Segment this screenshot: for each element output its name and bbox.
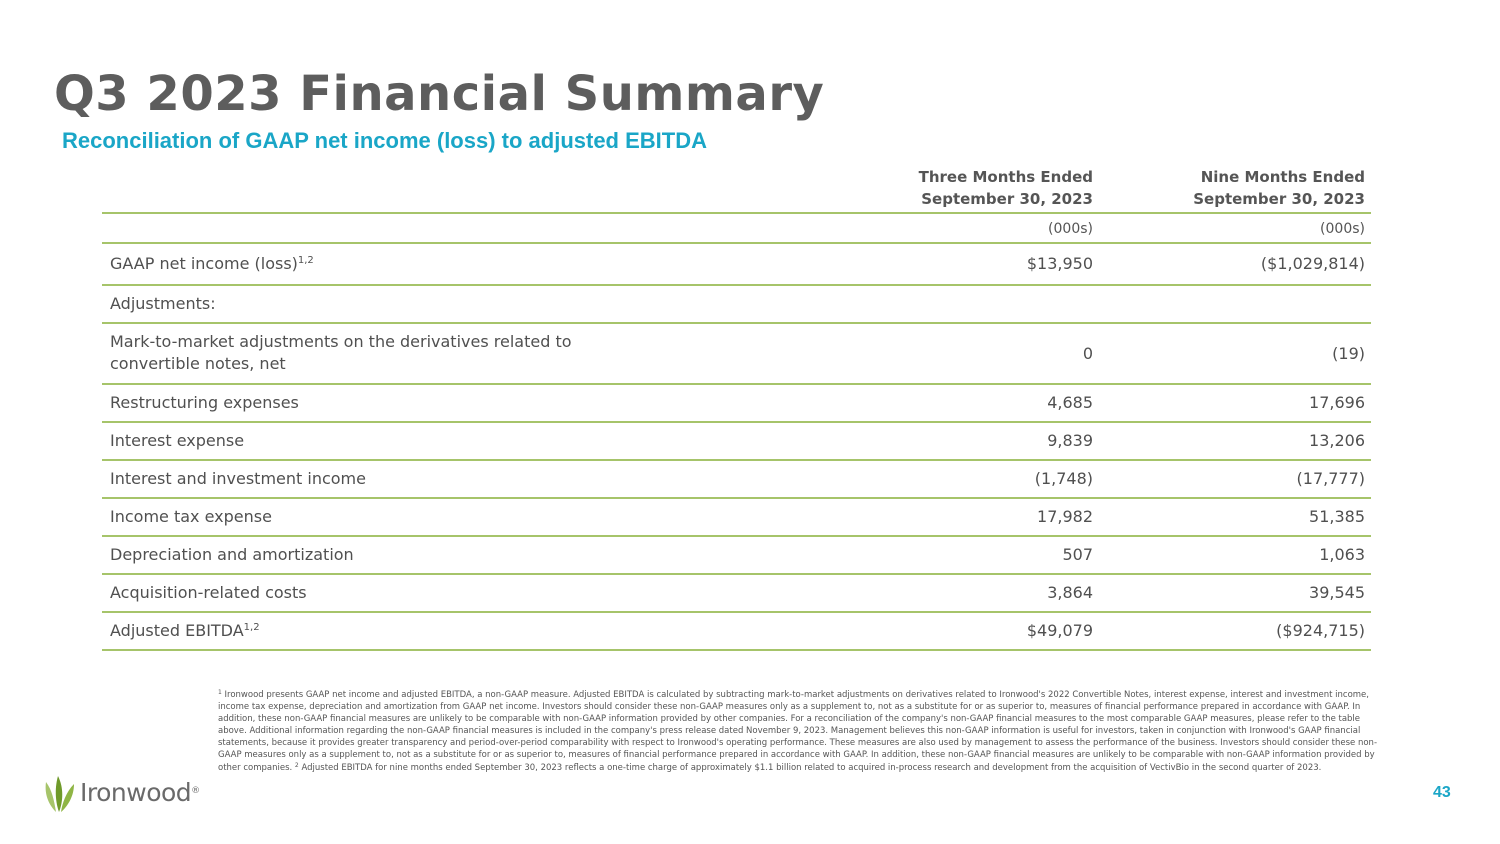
slide-title: Q3 2023 Financial Summary bbox=[54, 66, 825, 122]
table-row bbox=[102, 244, 1371, 286]
col-header-three-months: Three Months Ended September 30, 2023 bbox=[918, 168, 1093, 208]
company-logo bbox=[42, 772, 202, 816]
value-nine-months: 17,696 bbox=[1309, 393, 1365, 412]
table-row bbox=[102, 324, 1371, 385]
table-row bbox=[102, 499, 1371, 537]
value-three-months: 3,864 bbox=[1047, 583, 1093, 602]
logo-wordmark: Ironwood® bbox=[80, 778, 200, 807]
value-three-months: (1,748) bbox=[1034, 469, 1093, 488]
row-label: GAAP net income (loss)$^{1,2}$ bbox=[110, 254, 314, 273]
row-label: Adjustments: bbox=[110, 294, 216, 313]
col-header-nine-months: Nine Months Ended September 30, 2023 bbox=[1193, 168, 1365, 208]
value-nine-months: (19) bbox=[1332, 344, 1365, 363]
table-row bbox=[102, 613, 1371, 651]
value-nine-months: 39,545 bbox=[1309, 583, 1365, 602]
row-label: Interest and investment income bbox=[110, 469, 366, 488]
value-nine-months: ($1,029,814) bbox=[1260, 254, 1365, 273]
value-nine-months: 13,206 bbox=[1309, 431, 1365, 450]
table-row bbox=[102, 575, 1371, 613]
slide-subtitle: Reconciliation of GAAP net income (loss) to adjusted EBITDA bbox=[62, 128, 707, 153]
value-nine-months: ($924,715) bbox=[1276, 621, 1365, 640]
value-three-months: $13,950 bbox=[1026, 254, 1093, 273]
footnote: $^1$ Ironwood presents GAAP net income and adjusted EBITDA, a non-GAAP measure. Adjusted EBITDA is calculated by subtracting mark-to-market adjustments on derivatives related to Ironwood's 2022 Convertible Notes, interest expense, interest and investment income, income tax expense, depreciation and amortization from GAAP net income. Investors should consider these non-GAAP measures only as a supplement to, not as a substitute for or as superior to, measures of financial performance prepared in accordance with GAAP. In addition, these non-GAAP financial measures are unlikely to be comparable with non-GAAP information provided by other companies. For a reconciliation of the company's non-GAAP financial measures to the most comparable GAAP measures, please refer to the table above. Additional information regarding the non-GAAP financial measures is included in the company's press release dated November 9, 2023. Management believes this non-GAAP information is useful for investors, taken in conjunction with Ironwood's GAAP financial statements, because it provides greater transparency and period-over-period comparability with respect to Ironwood's operating performance. These measures are also used by management to assess the performance of the business. Investors should consider these non-GAAP measures only as a supplement to, not as a substitute for or as superior to, measures of financial performance prepared in accordance with GAAP. In addition, these non-GAAP financial measures are unlikely to be comparable with non-GAAP information provided by other companies. $^2$ Adjusted EBITDA for nine months ended September 30, 2023 reflects a one-time charge of approximately $1.1 billion related to acquired in-process research and development from the acquisition of VectivBio in the second quarter of 2023. bbox=[218, 689, 1378, 773]
reconciliation-table bbox=[102, 166, 1371, 651]
row-label: Acquisition-related costs bbox=[110, 583, 307, 602]
value-nine-months: (17,777) bbox=[1296, 469, 1365, 488]
table-row bbox=[102, 286, 1371, 324]
row-label: Interest expense bbox=[110, 431, 245, 450]
value-three-months: 4,685 bbox=[1047, 393, 1093, 412]
value-three-months: 17,982 bbox=[1037, 507, 1093, 526]
row-label: Mark-to-market adjustments on the derivatives related to convertible notes, net bbox=[110, 332, 572, 373]
value-nine-months: 51,385 bbox=[1309, 507, 1365, 526]
row-label-sup: 1,2 bbox=[297, 255, 314, 266]
table-row bbox=[102, 423, 1371, 461]
value-three-months: 0 bbox=[1082, 344, 1093, 363]
row-label-sup: 1,2 bbox=[243, 622, 260, 633]
row-label: Income tax expense bbox=[110, 507, 272, 526]
value-three-months: 507 bbox=[1062, 545, 1093, 564]
value-three-months: $49,079 bbox=[1026, 621, 1093, 640]
table-row bbox=[102, 385, 1371, 423]
units-three-months: (000s) bbox=[1048, 221, 1093, 237]
table-header bbox=[102, 166, 1371, 214]
units-nine-months: (000s) bbox=[1320, 221, 1365, 237]
row-label: Depreciation and amortization bbox=[110, 545, 354, 564]
table-row bbox=[102, 461, 1371, 499]
row-label: Adjusted EBITDA$^{1,2}$ bbox=[110, 621, 260, 640]
page-number: 43 bbox=[1433, 784, 1451, 801]
row-label: Restructuring expenses bbox=[110, 393, 299, 412]
table-row bbox=[102, 537, 1371, 575]
leaf-icon bbox=[42, 774, 78, 814]
value-three-months: 9,839 bbox=[1047, 431, 1093, 450]
units-row bbox=[102, 214, 1371, 244]
value-nine-months: 1,063 bbox=[1319, 545, 1365, 564]
